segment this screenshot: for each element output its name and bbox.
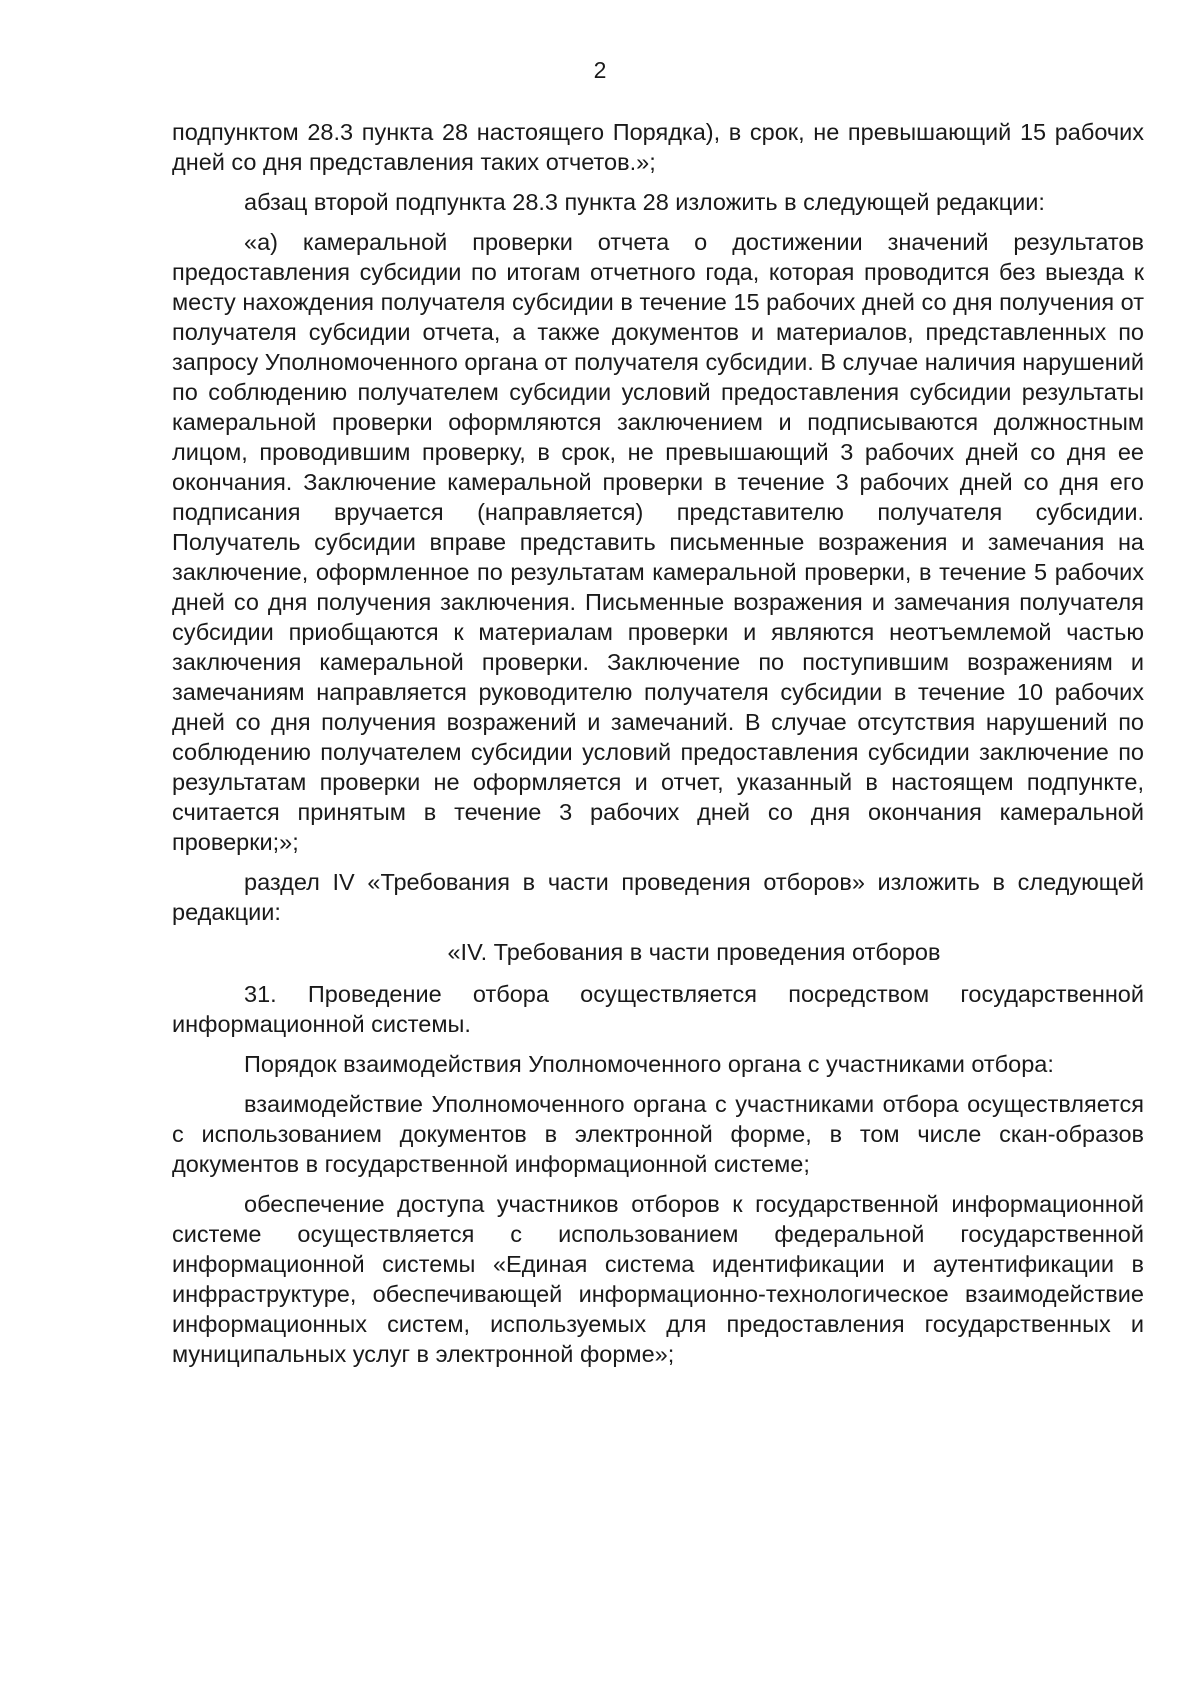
paragraph-desk-audit: «а) камеральной проверки отчета о достижении значений результатов предоставления субсидии по итогам отчетного года, которая проводится без выезда к месту нахождения получателя субсидии в течение 15 рабочих дней со дня получения от получателя субсидии отчета, а также документов и материалов, представленных по запросу Уполномоченного органа от получателя субсидии. В случае наличия нарушений по соблюдению получателем субсидии условий предоставления субсидии результаты камеральной проверки оформляются заключением и подписываются должностным лицом, проводившим проверку, в срок, не превышающий 3 рабочих дней со дня ее окончания. Заключение камеральной проверки в течение 3 рабочих дней со дня его подписания вручается (направляется) представителю получателя субсидии. Получатель субсидии вправе представить письменные возражения и замечания на заключение, оформленное по результатам камеральной проверки, в течение 5 рабочих дней со дня получения заключения. Письменные возражения и замечания получателя субсидии приобщаются к материалам проверки и являются неотъемлемой частью заключения камеральной проверки. Заключение по поступившим возражениям и замечаниям направляется руководителю получателя субсидии в течение 10 рабочих дней со дня получения возражений и замечаний. В случае отсутствия нарушений по соблюдению получателем субсидии условий предоставления субсидии заключение по результатам проверки не оформляется и отчет, указанный в настоящем подпункте, считается принятым в течение 3 рабочих дней со дня окончания камеральной проверки;»;	[172, 229, 1144, 855]
section-heading: «IV. Требования в части проведения отборов	[447, 939, 941, 965]
page-number: 2	[593, 57, 607, 83]
paragraph-continuation: подпунктом 28.3 пункта 28 настоящего Порядка), в срок, не превышающий 15 рабочих дней со дня представления таких отчетов.»;	[172, 119, 1144, 175]
paragraph-interaction-procedure: Порядок взаимодействия Уполномоченного органа с участниками отбора:	[244, 1051, 1054, 1077]
paragraph-amendment-intro: абзац второй подпункта 28.3 пункта 28 изложить в следующей редакции:	[244, 189, 1045, 215]
paragraph-section-amendment: раздел IV «Требования в части проведения отборов» изложить в следующей редакции:	[172, 869, 1144, 925]
paragraph-system-access: обеспечение доступа участников отборов к государственной информационной системе осуществляется с использованием федеральной государственной информационной системы «Единая система идентификации и аутентификации в инфраструктуре, обеспечивающей информационно-технологическое взаимодействие информационных систем, используемых для предоставления государственных и муниципальных услуг в электронной форме»;	[172, 1191, 1144, 1367]
document-body	[172, 117, 1144, 1379]
paragraph-item-31: 31. Проведение отбора осуществляется посредством государственной информационной системы.	[172, 981, 1144, 1037]
paragraph-electronic-documents: взаимодействие Уполномоченного органа с участниками отбора осуществляется с использованием документов в электронной форме, в том числе скан-образов документов в государственной информационной системе;	[172, 1091, 1144, 1177]
